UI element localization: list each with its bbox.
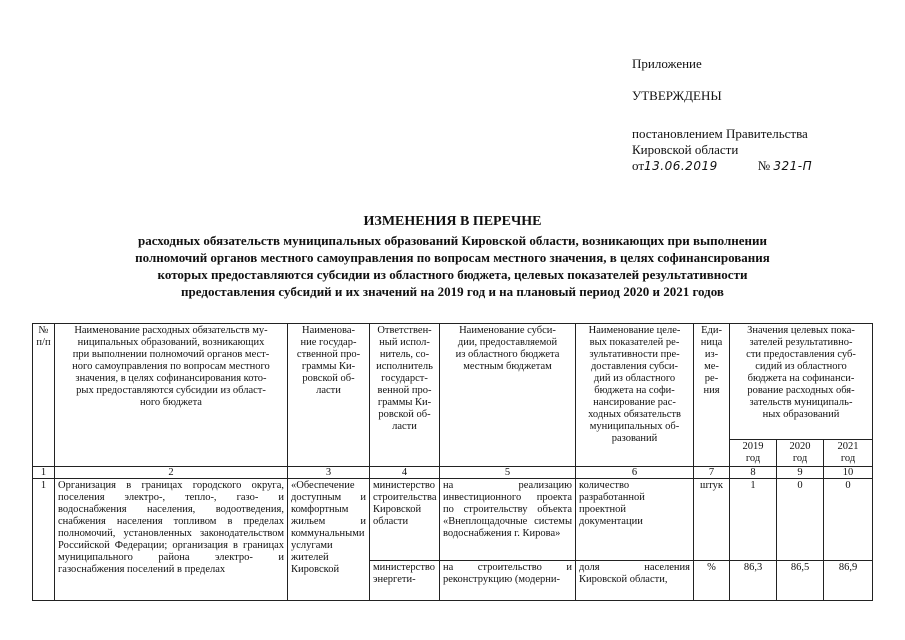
number-prefix: № xyxy=(757,158,771,173)
date-prefix: от xyxy=(632,158,645,173)
header-unit: Еди- ница из- ме- ре- ния xyxy=(694,324,730,467)
indicator-cell: доля населения Кировской области, xyxy=(576,561,694,601)
header-values: Значения целевых пока- зателей результативно- сти предоставления суб- сидий из областного бюджета на софинанси- рование расходных обя- зательств муниципаль- ных образований xyxy=(730,324,873,440)
document-title: ИЗМЕНЕНИЯ В ПЕРЕЧНЕ xyxy=(363,214,542,229)
value-2021: 86,9 xyxy=(824,561,873,601)
subtitle-line: которых предоставляются субсидии из областного бюджета, целевых показателей результативности xyxy=(157,267,748,282)
header-indicator: Наименование целе- вых показателей ре- зультативности пре- доставления субси- дий из областного бюджета на софи- нансирование рас- ходных обязательств муниципальных об- разований xyxy=(576,324,694,467)
executor-cell: министерство строительства Кировской области xyxy=(370,479,440,561)
value-2019: 86,3 xyxy=(730,561,777,601)
approved-label: УТВЕРЖДЕНЫ xyxy=(632,88,722,103)
column-number: 4 xyxy=(370,467,440,479)
program-cell: «Обеспечение доступным и комфортным жильем и коммунальными услугами жителей Кировской xyxy=(288,479,370,601)
header-year-2019: 2019 год xyxy=(730,440,777,467)
subsidy-cell: на реализацию инвестиционного проекта по строительству объекта «Внеплощадочные системы водоснабжения г. Кирова» xyxy=(440,479,576,561)
header-year-2021: 2021 год xyxy=(824,440,873,467)
header-subsidy: Наименование субси- дии, предоставляемой из областного бюджета местным бюджетам xyxy=(440,324,576,467)
column-number: 9 xyxy=(777,467,824,479)
obligation-cell: Организация в границах городского округа, поселения электро-, тепло-, газо- и водоснабжения населения, водоотведения, снабжения населения топливом в пределах полномочий, установленных законодательством Российской Федерации; организация в границах муниципального района электро- и газоснабжения поселений в пределах xyxy=(55,479,288,601)
decree-line-2: Кировской области xyxy=(632,142,739,157)
subtitle-line: расходных обязательств муниципальных образований Кировской области, возникающих при выполнении xyxy=(137,233,768,248)
table-row xyxy=(33,479,873,561)
decree-date-number xyxy=(632,158,812,174)
column-number: 10 xyxy=(824,467,873,479)
unit-cell: % xyxy=(694,561,730,601)
column-number: 8 xyxy=(730,467,777,479)
column-number: 1 xyxy=(33,467,55,479)
value-2021: 0 xyxy=(824,479,873,561)
value-2019: 1 xyxy=(730,479,777,561)
document-subtitle xyxy=(0,232,905,300)
header-executor: Ответствен- ный испол- нитель, со- исполнитель государст- венной про- граммы Ки- ровской об- ласти xyxy=(370,324,440,467)
column-number: 5 xyxy=(440,467,576,479)
decree-line-1: постановлением Правительства xyxy=(632,126,808,141)
column-number: 2 xyxy=(55,467,288,479)
row-number: 1 xyxy=(33,479,55,601)
value-2020: 86,5 xyxy=(777,561,824,601)
subtitle-line: полномочий органов местного самоуправления по вопросам местного значения, в целях софинансирования xyxy=(135,250,770,265)
appendix-label: Приложение xyxy=(632,56,702,71)
header-year-2020: 2020 год xyxy=(777,440,824,467)
approval-block xyxy=(632,56,812,174)
header-obligation: Наименование расходных обязательств му- ниципальных образований, возникающих при выполнении полномочий органов мест- ного самоуправления по вопросам местного значения, в целях софинансирования кото- рых предоставляются субсидии из област- ного бюджета xyxy=(55,324,288,467)
subtitle-line: предоставления субсидий и их значений на 2019 год и на плановый период 2020 и 2021 годов xyxy=(181,284,724,299)
indicator-cell: количество разработанной проектной документации xyxy=(576,479,694,561)
column-number: 3 xyxy=(288,467,370,479)
column-number: 6 xyxy=(576,467,694,479)
header-number: № п/п xyxy=(33,324,55,467)
column-number: 7 xyxy=(694,467,730,479)
decree-number: 321-П xyxy=(773,159,813,173)
header-program: Наименова- ние государ- ственной про- граммы Ки- ровской об- ласти xyxy=(288,324,370,467)
decree-date: 13.06.2019 xyxy=(644,159,718,173)
unit-cell: штук xyxy=(694,479,730,561)
obligations-table xyxy=(32,323,873,601)
value-2020: 0 xyxy=(777,479,824,561)
subsidy-cell: на строительство и реконструкцию (модерни- xyxy=(440,561,576,601)
executor-cell: министерство энергети- xyxy=(370,561,440,601)
column-number-row xyxy=(33,467,873,479)
